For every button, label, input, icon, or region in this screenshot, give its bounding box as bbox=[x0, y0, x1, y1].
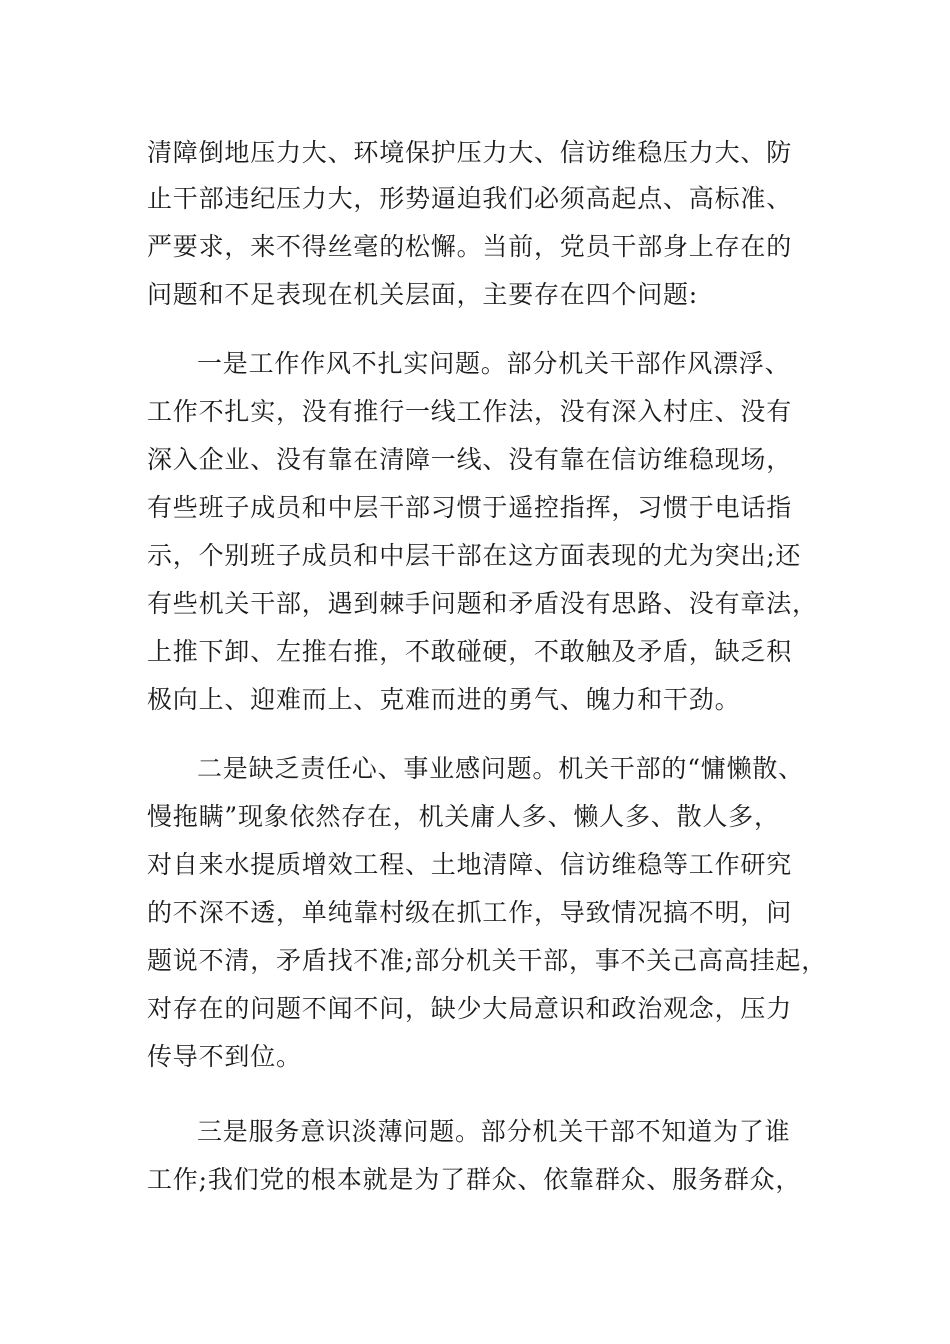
body-text-line: 上推下卸、左推右推，不敢碰硬，不敢触及矛盾，缺乏积 bbox=[147, 637, 793, 666]
body-text-line: 严要求，来不得丝毫的松懈。当前，党员干部身上存在的 bbox=[147, 232, 793, 261]
body-text-line: 传导不到位。 bbox=[147, 1042, 302, 1071]
body-text-line: 极向上、迎难而上、克难而进的勇气、魄力和干劲。 bbox=[147, 685, 741, 714]
paragraph-3-first-line: 三是服务意识淡薄问题。部分机关干部不知道为了谁 bbox=[197, 1117, 791, 1146]
body-text-line: 对存在的问题不闻不问，缺少大局意识和政治观念，压力 bbox=[147, 994, 793, 1023]
body-text-line: 的不深不透，单纯靠村级在抓工作，导致情况搞不明，问 bbox=[147, 898, 793, 927]
body-text-line: 有些机关干部，遇到棘手问题和矛盾没有思路、没有章法， bbox=[147, 589, 818, 618]
body-text-line: 止干部违纪压力大，形势逼迫我们必须高起点、高标准、 bbox=[147, 184, 793, 213]
paragraph-1-first-line: 一是工作作风不扎实问题。部分机关干部作风漂浮、 bbox=[197, 349, 791, 378]
paragraph-2-first-line: 二是缺乏责任心、事业感问题。机关干部的“慵懒散、 bbox=[197, 754, 804, 783]
body-text-line: 问题和不足表现在机关层面，主要存在四个问题: bbox=[147, 280, 699, 309]
body-text-line: 工作;我们党的根本就是为了群众、依靠群众、服务群众， bbox=[147, 1165, 802, 1194]
body-text-line: 有些班子成员和中层干部习惯于遥控指挥，习惯于电话指 bbox=[147, 493, 793, 522]
body-text-line: 深入企业、没有靠在清障一线、没有靠在信访维稳现场， bbox=[147, 445, 793, 474]
body-text-line: 慢拖瞒”现象依然存在，机关庸人多、懒人多、散人多， bbox=[147, 802, 780, 831]
body-text-line: 清障倒地压力大、环境保护压力大、信访维稳压力大、防 bbox=[147, 138, 793, 167]
body-text-line: 示，个别班子成员和中层干部在这方面表现的尤为突出;还 bbox=[147, 541, 802, 570]
body-text-line: 题说不清，矛盾找不准;部分机关干部，事不关己高高挂起， bbox=[147, 946, 828, 975]
body-text-line: 工作不扎实，没有推行一线工作法，没有深入村庄、没有 bbox=[147, 397, 793, 426]
body-text-line: 对自来水提质增效工程、土地清障、信访维稳等工作研究 bbox=[147, 850, 793, 879]
